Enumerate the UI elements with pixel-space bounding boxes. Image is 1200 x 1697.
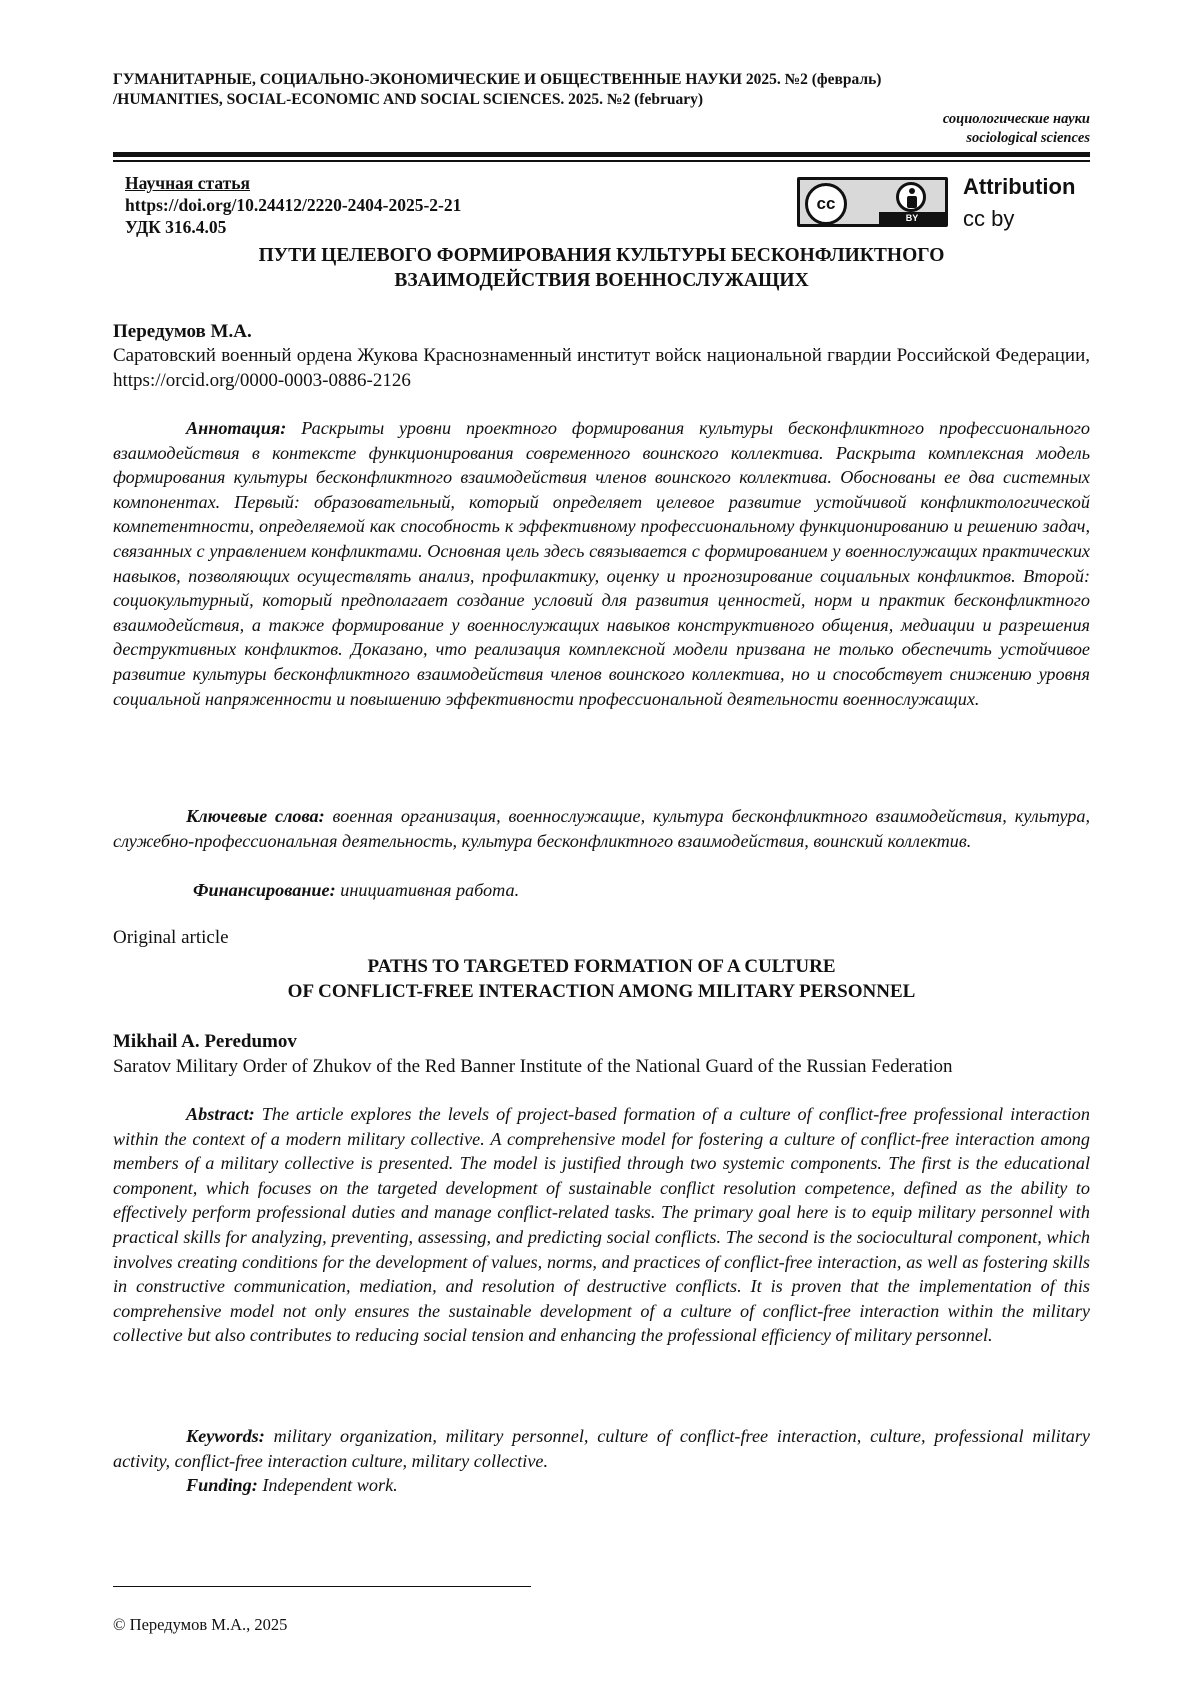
journal-header — [113, 70, 1093, 110]
cc-icon: cc — [805, 183, 847, 225]
cc-by-badge — [797, 177, 948, 227]
author-en: Mikhail A. Peredumov — [113, 1031, 297, 1052]
header-rule-thin — [113, 160, 1090, 162]
journal-title-en: /HUMANITIES, SOCIAL-ECONOMIC AND SOCIAL SCIENCES. 2025. №2 (february) — [113, 91, 703, 108]
article-title-ru-line2: ВЗАИМОДЕЙСТВИЯ ВОЕННОСЛУЖАЩИХ — [394, 270, 809, 291]
section-label — [943, 110, 1090, 148]
funding-en — [113, 1473, 1090, 1498]
attribution-person-icon — [896, 182, 926, 212]
article-title-en — [113, 954, 1090, 1004]
header-rule-thick — [113, 152, 1090, 157]
funding-en-text: Independent work. — [257, 1475, 398, 1495]
article-type-en: Original article — [113, 927, 229, 948]
affiliation-ru: Саратовский военный ордена Жукова Краснознаменный институт войск национальной гвардии Российской Федерации, https://orcid.org/0000-0003-0886-2126 — [113, 345, 1090, 391]
keywords-ru-label: Ключевые слова: — [186, 806, 325, 826]
abstract-ru-label: Аннотация: — [186, 418, 287, 438]
keywords-ru-text: военная организация, военнослужащие, культура бесконфликтного взаимодействия, культура, служебно-профессиональная деятельность, культура бесконфликтного взаимодействия, воинский коллектив. — [113, 806, 1090, 851]
article-title-ru — [113, 243, 1090, 293]
article-title-ru-line1: ПУТИ ЦЕЛЕВОГО ФОРМИРОВАНИЯ КУЛЬТУРЫ БЕСКОНФЛИКТНОГО — [258, 245, 945, 266]
abstract-en — [113, 1102, 1090, 1348]
journal-title-ru: ГУМАНИТАРНЫЕ, СОЦИАЛЬНО-ЭКОНОМИЧЕСКИЕ И ОБЩЕСТВЕННЫЕ НАУКИ 2025. №2 (февраль) — [113, 71, 882, 88]
affiliation-en: Saratov Military Order of Zhukov of the Red Banner Institute of the National Guard of the Russian Federation — [113, 1056, 953, 1077]
section-label-en: sociological sciences — [966, 130, 1090, 146]
keywords-en-label: Keywords: — [186, 1426, 265, 1446]
abstract-en-label: Abstract: — [186, 1104, 255, 1124]
article-meta — [125, 172, 461, 238]
doi-link[interactable]: https://doi.org/10.24412/2220-2404-2025-2-21 — [125, 195, 462, 215]
article-type: Научная статья — [125, 173, 250, 193]
article-title-en-line2: OF CONFLICT-FREE INTERACTION AMONG MILITARY PERSONNEL — [287, 981, 916, 1002]
funding-ru — [113, 878, 1090, 903]
license-title: Attribution — [963, 174, 1076, 199]
funding-en-label: Funding: — [186, 1475, 258, 1495]
abstract-ru — [113, 416, 1090, 711]
keywords-en — [113, 1424, 1090, 1473]
by-label: BY — [879, 212, 945, 224]
license-block[interactable] — [797, 172, 1093, 234]
license-subtitle: cc by — [963, 206, 1015, 231]
section-label-ru: социологические науки — [942, 111, 1090, 127]
author-ru: Передумов М.А. — [113, 321, 252, 342]
footnote-rule — [113, 1586, 531, 1587]
keywords-en-text: military organization, military personnel, culture of conflict-free interaction, culture, professional military activity, conflict-free interaction culture, military collective. — [113, 1426, 1090, 1471]
abstract-ru-text: Раскрыты уровни проектного формирования культуры бесконфликтного профессионального взаимодействия в контексте функционирования современного воинского коллектива. Раскрыта комплексная модель формирования культуры бесконфликтного взаимодействия членов воинского коллектива. Обоснованы ее два системных компонентах. Первый: образовательный, который определяет целевое развитие устойчивой конфликтологической компетентности, определяемой как способность к эффективному профессиональному функционированию и решению задач, связанных с управлением конфликтами. Основная цель здесь связывается с формированием у военнослужащих практических навыков, позволяющих осуществлять анализ, профилактику, оценку и прогнозирование социальных конфликтов. Второй: социокультурный, который предполагает создание условий для развития ценностей, норм и практик бесконфликтного взаимодействия, а также формирование у военнослужащих навыков конструктивного общения, медиации и разрешения деструктивных конфликтов. Доказано, что реализация комплексной модели призвана не только обеспечить устойчивое развитие культуры бесконфликтного взаимодействия членов воинского коллектива, но и способствует снижению уровня социальной напряженности и повышению эффективности профессиональной деятельности военнослужащих. — [113, 418, 1090, 709]
funding-ru-label: Финансирование: — [193, 880, 336, 900]
udc-code: УДК 316.4.05 — [125, 217, 227, 237]
keywords-ru — [113, 804, 1090, 853]
article-title-en-line1: PATHS TO TARGETED FORMATION OF A CULTURE — [367, 956, 836, 977]
copyright-notice: © Передумов М.А., 2025 — [113, 1615, 288, 1634]
funding-ru-text: инициативная работа. — [335, 880, 520, 900]
abstract-en-text: The article explores the levels of project-based formation of a culture of conflict-free professional interaction within the context of a modern military collective. A comprehensive model for fostering a culture of conflict-free interaction among members of a military collective is presented. The model is justified through two systemic components. The first is the educational component, which focuses on the targeted development of sustainable conflict resolution competence, defined as the ability to effectively perform professional duties and manage conflict-related tasks. The primary goal here is to equip military personnel with practical skills for analyzing, preventing, assessing, and predicting social conflicts. The second is the sociocultural component, which involves creating conditions for the development of values, norms, and practices of conflict-free interaction, as well as fostering skills in constructive communication, mediation, and resolution of destructive conflicts. It is proven that the implementation of this comprehensive model not only ensures the sustainable development of a culture of conflict-free interaction within the military collective but also contributes to reducing social tension and enhancing the professional efficiency of military personnel. — [113, 1104, 1090, 1346]
